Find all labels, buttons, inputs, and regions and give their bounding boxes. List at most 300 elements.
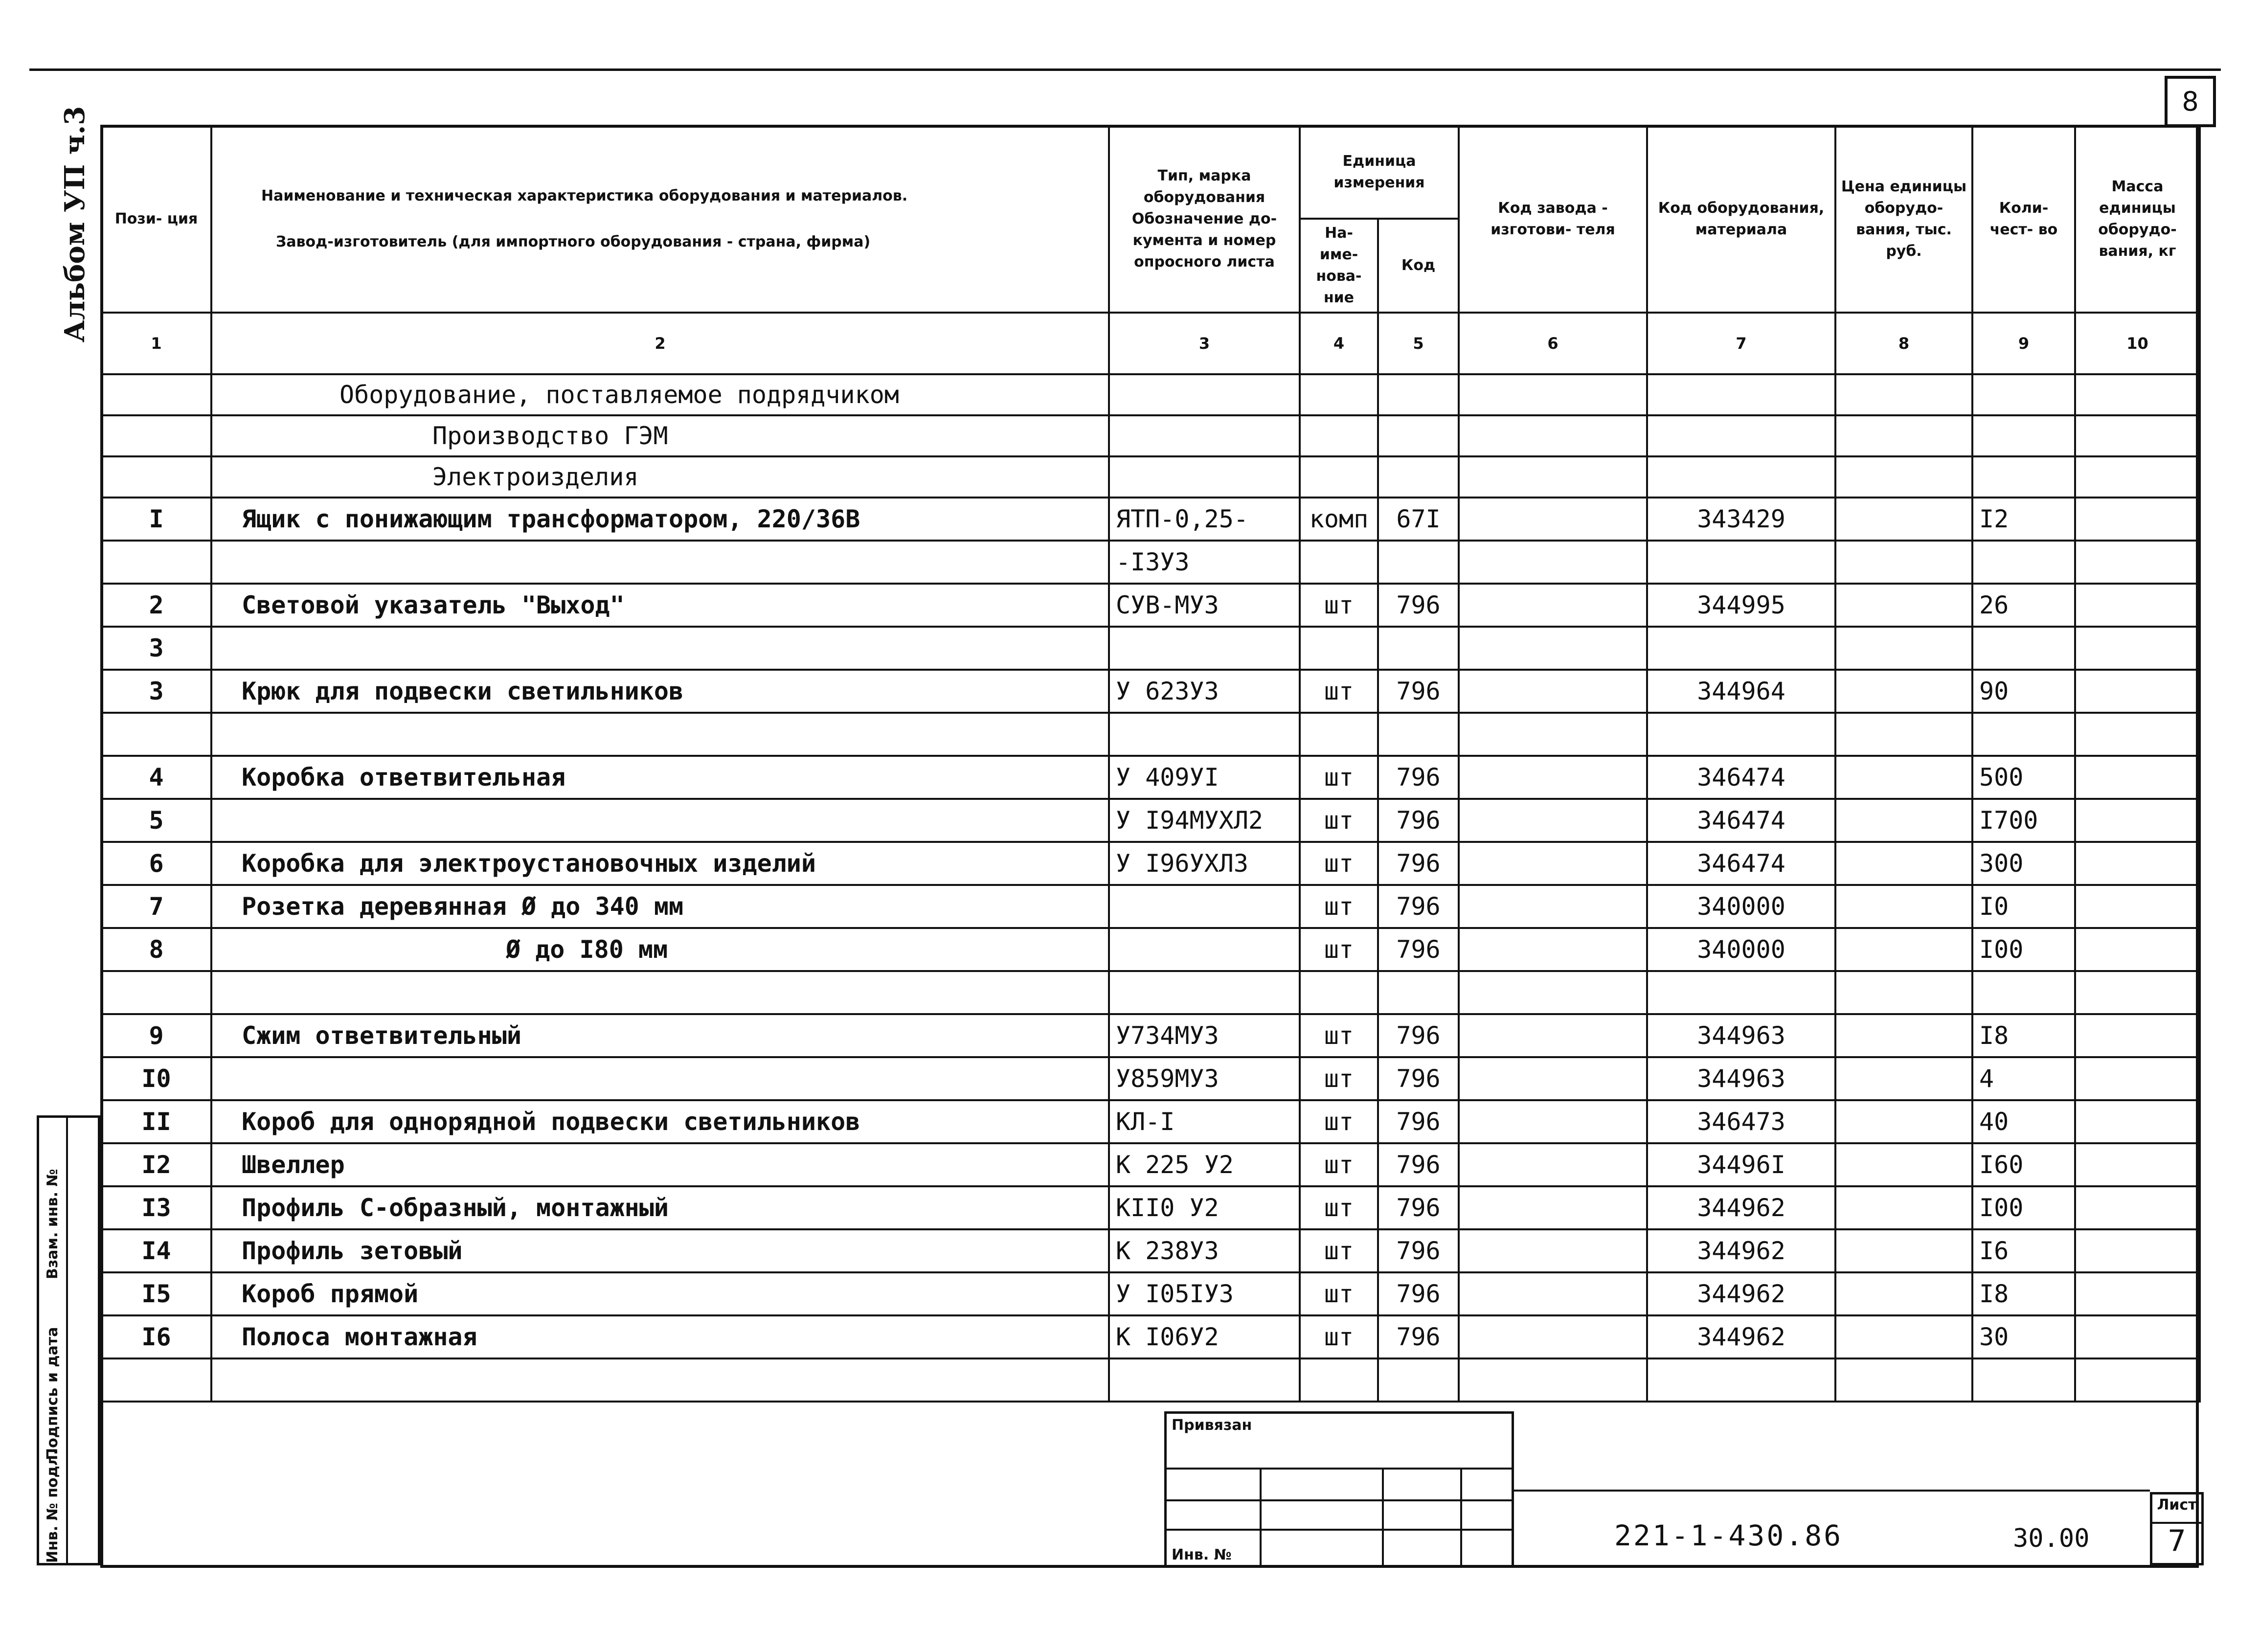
equipment-code-cell: 344995: [1647, 584, 1835, 627]
name-cell: Ø до I80 мм: [211, 928, 1109, 971]
equipment-code-cell: 344963: [1647, 1014, 1835, 1057]
quantity-cell: [1972, 627, 2075, 670]
table-row: [101, 756, 2200, 799]
unit-code-cell: 796: [1378, 1057, 1459, 1100]
table-row: [101, 971, 2200, 1014]
mass-cell: [2075, 1143, 2200, 1186]
quantity-cell: [1972, 1358, 2075, 1402]
price-cell: [1835, 756, 1972, 799]
price-cell: [1835, 1057, 1972, 1100]
plant-code-cell: [1459, 971, 1647, 1014]
mass-cell: [2075, 756, 2200, 799]
table-row: [101, 1315, 2200, 1358]
quantity-cell: I700: [1972, 799, 2075, 842]
unit-cell: шт: [1300, 1186, 1378, 1229]
quantity-cell: I6: [1972, 1229, 2075, 1272]
unit-cell: шт: [1300, 756, 1378, 799]
equipment-code-cell: 344964: [1647, 670, 1835, 713]
name-cell: [211, 1358, 1109, 1402]
plant-code-cell: [1459, 756, 1647, 799]
sheet-label: Лист: [2152, 1496, 2201, 1524]
table-row: [101, 1186, 2200, 1229]
type-cell: У 409УI: [1109, 756, 1300, 799]
position-cell: 3: [101, 627, 211, 670]
empty-cell: [2075, 374, 2200, 415]
column-number: 9: [1972, 313, 2075, 374]
equipment-code-cell: 344962: [1647, 1229, 1835, 1272]
binding-stamp: [1164, 1411, 1514, 1568]
name-cell: Крюк для подвески светильников: [211, 670, 1109, 713]
plant-code-cell: [1459, 713, 1647, 756]
empty-cell: [2075, 415, 2200, 456]
plant-code-cell: [1459, 1229, 1647, 1272]
quantity-cell: [1972, 971, 2075, 1014]
type-cell: КII0 У2: [1109, 1186, 1300, 1229]
unit-code-cell: 796: [1378, 1186, 1459, 1229]
quantity-cell: [1972, 541, 2075, 584]
price-cell: [1835, 541, 1972, 584]
quantity-cell: I00: [1972, 1186, 2075, 1229]
type-cell: У734МУ3: [1109, 1014, 1300, 1057]
header-mass: Масса единицы оборудо- вания, кг: [2075, 126, 2200, 313]
mass-cell: [2075, 498, 2200, 541]
mass-cell: [2075, 627, 2200, 670]
type-cell: К I06У2: [1109, 1315, 1300, 1358]
mass-cell: [2075, 584, 2200, 627]
equipment-code-cell: 346474: [1647, 842, 1835, 885]
empty-cell: [1300, 374, 1378, 415]
table-row: [101, 885, 2200, 928]
quantity-cell: I00: [1972, 928, 2075, 971]
header-unit-group: Единица измерения: [1300, 126, 1459, 219]
empty-cell: [1972, 374, 2075, 415]
top-rule: [29, 68, 2221, 71]
unit-cell: шт: [1300, 670, 1378, 713]
section-title: Производство ГЭМ: [211, 415, 1109, 456]
plant-code-cell: [1459, 670, 1647, 713]
unit-cell: шт: [1300, 799, 1378, 842]
column-number: 3: [1109, 313, 1300, 374]
section-row: [101, 456, 2200, 498]
unit-code-cell: 796: [1378, 842, 1459, 885]
equipment-code-cell: 344962: [1647, 1315, 1835, 1358]
price-cell: [1835, 1100, 1972, 1143]
name-cell: Коробка для электроустановочных изделий: [211, 842, 1109, 885]
price-cell: [1835, 584, 1972, 627]
column-number: 4: [1300, 313, 1378, 374]
header-position: Пози- ция: [101, 126, 211, 313]
position-cell: [101, 713, 211, 756]
empty-cell: [1459, 415, 1647, 456]
column-number: 1: [101, 313, 211, 374]
column-number: 2: [211, 313, 1109, 374]
unit-cell: [1300, 713, 1378, 756]
mass-cell: [2075, 1100, 2200, 1143]
table-row: [101, 584, 2200, 627]
table-row: [101, 1100, 2200, 1143]
equipment-code-cell: 346474: [1647, 799, 1835, 842]
price-cell: [1835, 498, 1972, 541]
price-cell: [1835, 627, 1972, 670]
name-cell: Короб для однорядной подвески светильников: [211, 1100, 1109, 1143]
equipment-code-cell: 340000: [1647, 885, 1835, 928]
unit-cell: шт: [1300, 1100, 1378, 1143]
empty-cell: [1647, 456, 1835, 498]
table-row: [101, 498, 2200, 541]
name-cell: [211, 627, 1109, 670]
type-cell: У I96УХЛ3: [1109, 842, 1300, 885]
plant-code-cell: [1459, 1057, 1647, 1100]
header-name-line1: Наименование и техническая характеристика оборудования и материалов.: [261, 187, 908, 204]
unit-code-cell: [1378, 1358, 1459, 1402]
name-cell: [211, 713, 1109, 756]
unit-cell: шт: [1300, 842, 1378, 885]
table-row: [101, 1057, 2200, 1100]
mass-cell: [2075, 799, 2200, 842]
equipment-code-cell: [1647, 971, 1835, 1014]
empty-cell: [1972, 415, 2075, 456]
name-cell: Профиль С-образный, монтажный: [211, 1186, 1109, 1229]
empty-cell: [1459, 456, 1647, 498]
plant-code-cell: [1459, 799, 1647, 842]
empty-cell: [1647, 415, 1835, 456]
plant-code-cell: [1459, 1100, 1647, 1143]
mass-cell: [2075, 885, 2200, 928]
empty-cell: [1109, 374, 1300, 415]
empty-cell: [1378, 415, 1459, 456]
unit-code-cell: 796: [1378, 885, 1459, 928]
unit-cell: шт: [1300, 885, 1378, 928]
plant-code-cell: [1459, 1014, 1647, 1057]
position-cell: 6: [101, 842, 211, 885]
price-cell: [1835, 670, 1972, 713]
unit-code-cell: 796: [1378, 1143, 1459, 1186]
type-cell: [1109, 971, 1300, 1014]
quantity-cell: I60: [1972, 1143, 2075, 1186]
unit-cell: шт: [1300, 1014, 1378, 1057]
price-cell: [1835, 928, 1972, 971]
unit-code-cell: [1378, 627, 1459, 670]
column-number: 5: [1378, 313, 1459, 374]
mass-cell: [2075, 541, 2200, 584]
unit-cell: [1300, 1358, 1378, 1402]
unit-cell: шт: [1300, 1057, 1378, 1100]
equipment-code-cell: 344962: [1647, 1272, 1835, 1315]
unit-cell: шт: [1300, 1229, 1378, 1272]
equipment-code-cell: [1647, 627, 1835, 670]
plant-code-cell: [1459, 1315, 1647, 1358]
plant-code-cell: [1459, 584, 1647, 627]
empty-cell: [1300, 456, 1378, 498]
mass-cell: [2075, 670, 2200, 713]
section-title: Оборудование, поставляемое подрядчиком: [211, 374, 1109, 415]
header-unit-code: Код: [1378, 219, 1459, 313]
position-cell: I3: [101, 1186, 211, 1229]
plant-code-cell: [1459, 1358, 1647, 1402]
unit-code-cell: 796: [1378, 756, 1459, 799]
table-row: [101, 1143, 2200, 1186]
unit-code-cell: 796: [1378, 799, 1459, 842]
unit-code-cell: 67I: [1378, 498, 1459, 541]
unit-code-cell: [1378, 971, 1459, 1014]
column-number: 7: [1647, 313, 1835, 374]
position-cell: I4: [101, 1229, 211, 1272]
unit-code-cell: 796: [1378, 1272, 1459, 1315]
table-row: [101, 713, 2200, 756]
plant-code-cell: [1459, 928, 1647, 971]
mass-cell: [2075, 842, 2200, 885]
empty-cell: [1972, 456, 2075, 498]
column-number: 8: [1835, 313, 1972, 374]
unit-code-cell: 796: [1378, 1229, 1459, 1272]
header-price: Цена единицы оборудо- вания, тыс. руб.: [1835, 126, 1972, 313]
album-title: Альбом УП ч.3: [59, 106, 91, 342]
unit-code-cell: 796: [1378, 1315, 1459, 1358]
type-cell: [1109, 928, 1300, 971]
plant-code-cell: [1459, 1272, 1647, 1315]
approval-strip: [37, 1115, 100, 1565]
type-cell: СУВ-МУ3: [1109, 584, 1300, 627]
quantity-cell: 40: [1972, 1100, 2075, 1143]
quantity-cell: 90: [1972, 670, 2075, 713]
mass-cell: [2075, 713, 2200, 756]
unit-code-cell: 796: [1378, 1100, 1459, 1143]
name-cell: Коробка ответвительная: [211, 756, 1109, 799]
quantity-cell: 26: [1972, 584, 2075, 627]
side-label-inv: Инв. № подл.: [44, 1449, 61, 1563]
type-cell: [1109, 885, 1300, 928]
unit-code-cell: 796: [1378, 1014, 1459, 1057]
position-cell: 8: [101, 928, 211, 971]
unit-code-cell: [1378, 541, 1459, 584]
quantity-cell: 500: [1972, 756, 2075, 799]
name-cell: Розетка деревянная Ø до 340 мм: [211, 885, 1109, 928]
quantity-cell: [1972, 713, 2075, 756]
side-label-signature: Подпись и дата: [44, 1327, 61, 1460]
empty-cell: [101, 374, 211, 415]
name-cell: Световой указатель "Выход": [211, 584, 1109, 627]
empty-cell: [1109, 415, 1300, 456]
quantity-cell: 300: [1972, 842, 2075, 885]
quantity-cell: I8: [1972, 1272, 2075, 1315]
unit-cell: комп: [1300, 498, 1378, 541]
type-cell: -I3У3: [1109, 541, 1300, 584]
sheet-number: 7: [2167, 1524, 2187, 1558]
plant-code-cell: [1459, 498, 1647, 541]
table-row: [101, 1358, 2200, 1402]
empty-cell: [101, 415, 211, 456]
mass-cell: [2075, 971, 2200, 1014]
unit-cell: шт: [1300, 1143, 1378, 1186]
type-cell: КЛ-I: [1109, 1100, 1300, 1143]
mass-cell: [2075, 1272, 2200, 1315]
type-cell: У I05IУ3: [1109, 1272, 1300, 1315]
quantity-cell: I8: [1972, 1014, 2075, 1057]
type-cell: [1109, 627, 1300, 670]
mass-cell: [2075, 928, 2200, 971]
equipment-code-cell: 344963: [1647, 1057, 1835, 1100]
name-cell: [211, 541, 1109, 584]
empty-cell: [1378, 374, 1459, 415]
unit-cell: [1300, 971, 1378, 1014]
unit-code-cell: 796: [1378, 584, 1459, 627]
position-cell: 2: [101, 584, 211, 627]
type-cell: К 238У3: [1109, 1229, 1300, 1272]
equipment-code-cell: [1647, 713, 1835, 756]
name-cell: Короб прямой: [211, 1272, 1109, 1315]
table-row: [101, 627, 2200, 670]
unit-cell: [1300, 627, 1378, 670]
position-cell: I: [101, 498, 211, 541]
position-cell: I2: [101, 1143, 211, 1186]
header-name-line2: Завод-изготовитель (для импортного оборудования - страна, фирма): [276, 233, 871, 250]
table-row: [101, 1229, 2200, 1272]
equipment-code-cell: 346473: [1647, 1100, 1835, 1143]
quantity-cell: I0: [1972, 885, 2075, 928]
equipment-code-cell: [1647, 1358, 1835, 1402]
quantity-cell: 30: [1972, 1315, 2075, 1358]
plant-code-cell: [1459, 1143, 1647, 1186]
unit-cell: шт: [1300, 928, 1378, 971]
position-cell: I6: [101, 1315, 211, 1358]
position-cell: I0: [101, 1057, 211, 1100]
equipment-code-cell: [1647, 541, 1835, 584]
header-type: Тип, марка оборудования Обозначение до- кумента и номер опросного листа: [1109, 126, 1300, 313]
position-cell: 4: [101, 756, 211, 799]
unit-code-cell: [1378, 713, 1459, 756]
position-cell: II: [101, 1100, 211, 1143]
position-cell: I5: [101, 1272, 211, 1315]
header-quantity: Коли- чест- во: [1972, 126, 2075, 313]
type-cell: ЯТП-0,25-: [1109, 498, 1300, 541]
price-cell: [1835, 1229, 1972, 1272]
empty-cell: [1647, 374, 1835, 415]
page-number: 8: [2165, 76, 2216, 127]
type-cell: У859МУ3: [1109, 1057, 1300, 1100]
type-cell: У 623У3: [1109, 670, 1300, 713]
name-cell: Ящик с понижающим трансформатором, 220/36В: [211, 498, 1109, 541]
equipment-code-cell: 344962: [1647, 1186, 1835, 1229]
price-cell: [1835, 1315, 1972, 1358]
empty-cell: [1300, 415, 1378, 456]
side-label-replace: Взам. инв. №: [44, 1169, 61, 1279]
table-row: [101, 842, 2200, 885]
table-row: [101, 541, 2200, 584]
column-number: 6: [1459, 313, 1647, 374]
position-cell: 7: [101, 885, 211, 928]
empty-cell: [1835, 374, 1972, 415]
name-cell: [211, 971, 1109, 1014]
price-cell: [1835, 799, 1972, 842]
unit-cell: [1300, 541, 1378, 584]
document-number: 221-1-430.86: [1614, 1519, 1843, 1552]
sheet-box: [2150, 1492, 2204, 1565]
equipment-code-cell: 340000: [1647, 928, 1835, 971]
position-cell: [101, 541, 211, 584]
mass-cell: [2075, 1229, 2200, 1272]
equipment-code-cell: 346474: [1647, 756, 1835, 799]
unit-cell: шт: [1300, 584, 1378, 627]
price-cell: [1835, 1272, 1972, 1315]
unit-code-cell: 796: [1378, 670, 1459, 713]
document-version: 30.00: [2013, 1524, 2090, 1553]
name-cell: Сжим ответвительный: [211, 1014, 1109, 1057]
price-cell: [1835, 1358, 1972, 1402]
header-plant-code: Код завода - изготови- теля: [1459, 126, 1647, 313]
type-cell: [1109, 713, 1300, 756]
name-cell: [211, 1057, 1109, 1100]
price-cell: [1835, 1186, 1972, 1229]
mass-cell: [2075, 1057, 2200, 1100]
name-cell: Швеллер: [211, 1143, 1109, 1186]
empty-cell: [1835, 456, 1972, 498]
table-row: [101, 1014, 2200, 1057]
mass-cell: [2075, 1014, 2200, 1057]
type-cell: К 225 У2: [1109, 1143, 1300, 1186]
plant-code-cell: [1459, 1186, 1647, 1229]
name-cell: [211, 799, 1109, 842]
plant-code-cell: [1459, 842, 1647, 885]
quantity-cell: 4: [1972, 1057, 2075, 1100]
column-number: 10: [2075, 313, 2200, 374]
mass-cell: [2075, 1186, 2200, 1229]
empty-cell: [1378, 456, 1459, 498]
price-cell: [1835, 1143, 1972, 1186]
table-row: [101, 799, 2200, 842]
section-row: [101, 415, 2200, 456]
empty-cell: [1835, 415, 1972, 456]
empty-cell: [1459, 374, 1647, 415]
name-cell: Полоса монтажная: [211, 1315, 1109, 1358]
table-row: [101, 670, 2200, 713]
position-cell: [101, 1358, 211, 1402]
position-cell: [101, 971, 211, 1014]
stamp-rule: [1514, 1490, 2150, 1492]
price-cell: [1835, 971, 1972, 1014]
price-cell: [1835, 885, 1972, 928]
unit-code-cell: 796: [1378, 928, 1459, 971]
unit-cell: шт: [1300, 1315, 1378, 1358]
equipment-code-cell: 34496I: [1647, 1143, 1835, 1186]
price-cell: [1835, 713, 1972, 756]
empty-cell: [101, 456, 211, 498]
type-cell: У I94МУХЛ2: [1109, 799, 1300, 842]
empty-cell: [1109, 456, 1300, 498]
mass-cell: [2075, 1315, 2200, 1358]
table-row: [101, 928, 2200, 971]
header-name: [211, 126, 1109, 313]
header-equipment-code: Код оборудования, материала: [1647, 126, 1835, 313]
unit-cell: шт: [1300, 1272, 1378, 1315]
price-cell: [1835, 1014, 1972, 1057]
mass-cell: [2075, 1358, 2200, 1402]
header-unit-name: На- име- нова- ние: [1300, 219, 1378, 313]
stamp-title: Привязан: [1172, 1417, 1252, 1434]
specification-table: [100, 125, 2201, 1403]
table-row: [101, 1272, 2200, 1315]
section-row: [101, 374, 2200, 415]
empty-cell: [2075, 456, 2200, 498]
position-cell: 3: [101, 670, 211, 713]
price-cell: [1835, 842, 1972, 885]
name-cell: Профиль зетовый: [211, 1229, 1109, 1272]
section-title: Электроизделия: [211, 456, 1109, 498]
stamp-inventory-label: Инв. №: [1172, 1546, 1232, 1563]
equipment-code-cell: 343429: [1647, 498, 1835, 541]
plant-code-cell: [1459, 627, 1647, 670]
position-cell: 9: [101, 1014, 211, 1057]
plant-code-cell: [1459, 885, 1647, 928]
